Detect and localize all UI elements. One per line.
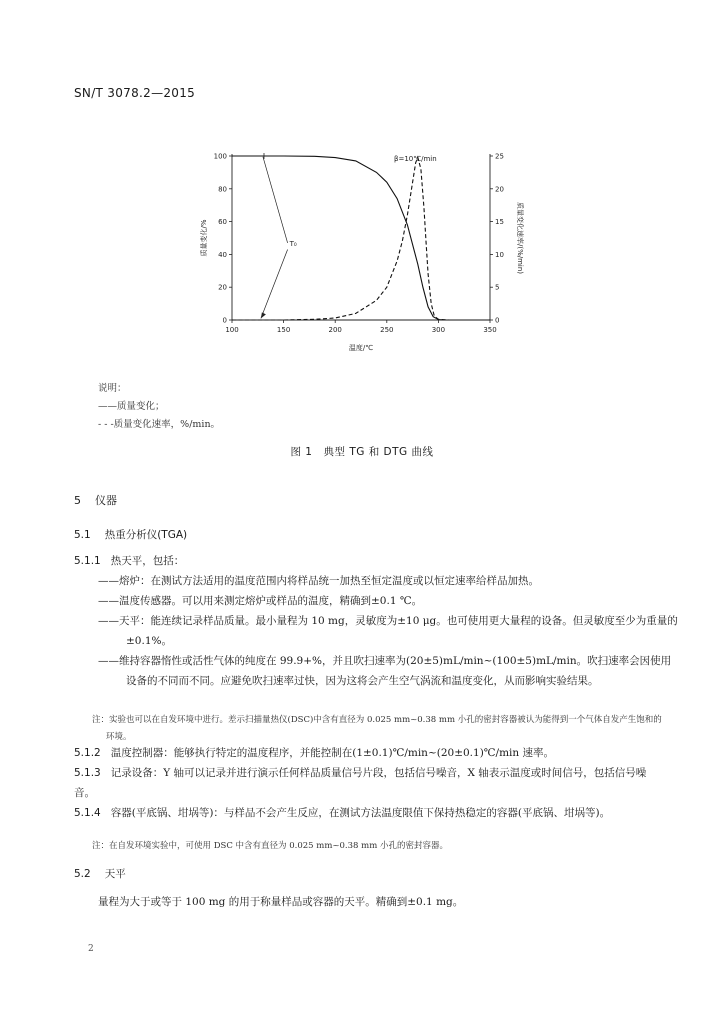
left-y-tick-label: 0	[222, 316, 227, 325]
t0-pointer-line-lower	[261, 249, 288, 318]
right-y-axis-label: 质量变化速率/(%/min)	[516, 201, 524, 275]
series-line-mass	[232, 156, 490, 320]
clause-text: 温度控制器：能够执行特定的温度程序，并能控制在(1±0.1)℃/min~(20±0.1)℃/min 速率。	[110, 747, 554, 759]
page-number: 2	[88, 944, 94, 954]
section-number: 5.2	[74, 868, 91, 880]
x-tick-label: 350	[483, 326, 497, 334]
x-tick-label: 250	[380, 326, 394, 334]
right-y-tick-label: 5	[495, 283, 500, 292]
clause-text: 容器(平底锅、坩埚等)：与样品不会产生反应，在测试方法温度限值下保持热稳定的容器(平底锅、坩埚等)。	[110, 807, 611, 819]
clause-5-1-3	[74, 763, 650, 803]
left-y-tick-label: 20	[218, 283, 227, 292]
clause-5-1-2	[74, 743, 650, 763]
section-title: 仪器	[95, 494, 117, 507]
legend-item-rate: - - -质量变化速率，%/min。	[98, 419, 221, 430]
right-y-tick-label: 0	[495, 316, 500, 325]
annotation-t0: T₀	[289, 240, 297, 249]
tg-dtg-chart	[0, 0, 724, 380]
list-item-temperature-sensor: ——温度传感器。可以用来测定熔炉或样品的温度，精确到±0.1 ℃。	[98, 595, 423, 607]
legend-title: 说明：	[98, 383, 127, 394]
left-y-tick-label: 100	[213, 152, 227, 161]
clause-text: 记录设备：Y 轴可以记录并进行演示任何样品质量信号片段，包括信号噪音，X 轴表示温度或时间信号，包括信号噪音。	[74, 767, 647, 799]
t0-pointer-arrowhead	[261, 312, 266, 318]
right-y-tick-label: 15	[495, 218, 504, 227]
list-item-furnace: ——熔炉：在测试方法适用的温度范围内将样品统一加热至恒定温度或以恒定速率给样品加热。	[98, 575, 539, 587]
note-self-generated-atmosphere: 注：实验也可以在自发环境中进行。差示扫描量热仪(DSC)中含有直径为 0.025 mm~0.38 mm 小孔的密封容器被认为能得到一个气体自发产生饱和的环境。	[92, 715, 662, 742]
x-tick-label: 200	[328, 326, 342, 334]
clause-number: 5.1.2	[74, 747, 101, 759]
right-y-tick-label: 10	[495, 250, 504, 259]
right-y-tick-label: 20	[495, 185, 504, 194]
section-5-2-text: 量程为大于或等于 100 mg 的用于称量样品或容器的天平。精确到±0.1 mg。	[98, 896, 464, 908]
left-y-tick-label: 80	[218, 185, 227, 194]
section-5-heading	[74, 492, 117, 508]
section-title: 热重分析仪(TGA)	[104, 529, 188, 541]
list-item-balance: ——天平：能连续记录样品质量。最小量程为 10 mg，灵敏度为±10 μg。也可使用更大量程的设备。但灵敏度至少为重量的±0.1%。	[98, 615, 678, 647]
clause-5-1-4	[74, 803, 650, 823]
clause-number: 5.1.3	[74, 767, 101, 779]
section-number: 5	[74, 494, 81, 507]
x-tick-label: 300	[431, 326, 446, 334]
section-5-2-heading	[74, 866, 126, 881]
left-y-tick-label: 40	[218, 250, 227, 259]
t0-pointer-line-upper	[263, 157, 288, 243]
clause-text: 热天平，包括：	[110, 555, 185, 567]
figure-caption: 图 1 典型 TG 和 DTG 曲线	[290, 446, 434, 458]
clause-number: 5.1.1	[74, 555, 101, 567]
left-y-axis-label: 质量变化/%	[200, 219, 208, 257]
clause-5-1-1	[74, 551, 650, 571]
annotation-heating-rate: β=10℃/min	[394, 155, 437, 163]
legend-item-mass: ——质量变化；	[98, 401, 165, 412]
section-number: 5.1	[74, 529, 91, 541]
x-axis-label: 温度/℃	[348, 344, 374, 352]
series-line-mass-rate	[232, 157, 490, 320]
standard-code-header: SN/T 3078.2—2015	[74, 86, 196, 100]
section-title: 天平	[104, 868, 126, 880]
clause-number: 5.1.4	[74, 807, 101, 819]
x-tick-label: 150	[276, 326, 291, 334]
right-y-tick-label: 25	[495, 152, 504, 161]
section-5-1-heading	[74, 527, 187, 542]
list-item-purge-gas: ——维持容器惰性或活性气体的纯度在 99.9+%，并且吹扫速率为(20±5)mL/min~(100±5)mL/min。吹扫速率会因使用设备的不同而不同。应避免吹扫速率过快，因为这将会产生空气涡流和温度变化，从而影响实验结果。	[98, 655, 672, 687]
left-y-tick-label: 60	[218, 218, 227, 227]
x-tick-label: 100	[225, 326, 239, 334]
note-sealed-container: 注：在自发环境实验中，可使用 DSC 中含有直径为 0.025 mm~0.38 mm 小孔的密封容器。	[92, 841, 448, 851]
figure-legend	[98, 380, 220, 434]
